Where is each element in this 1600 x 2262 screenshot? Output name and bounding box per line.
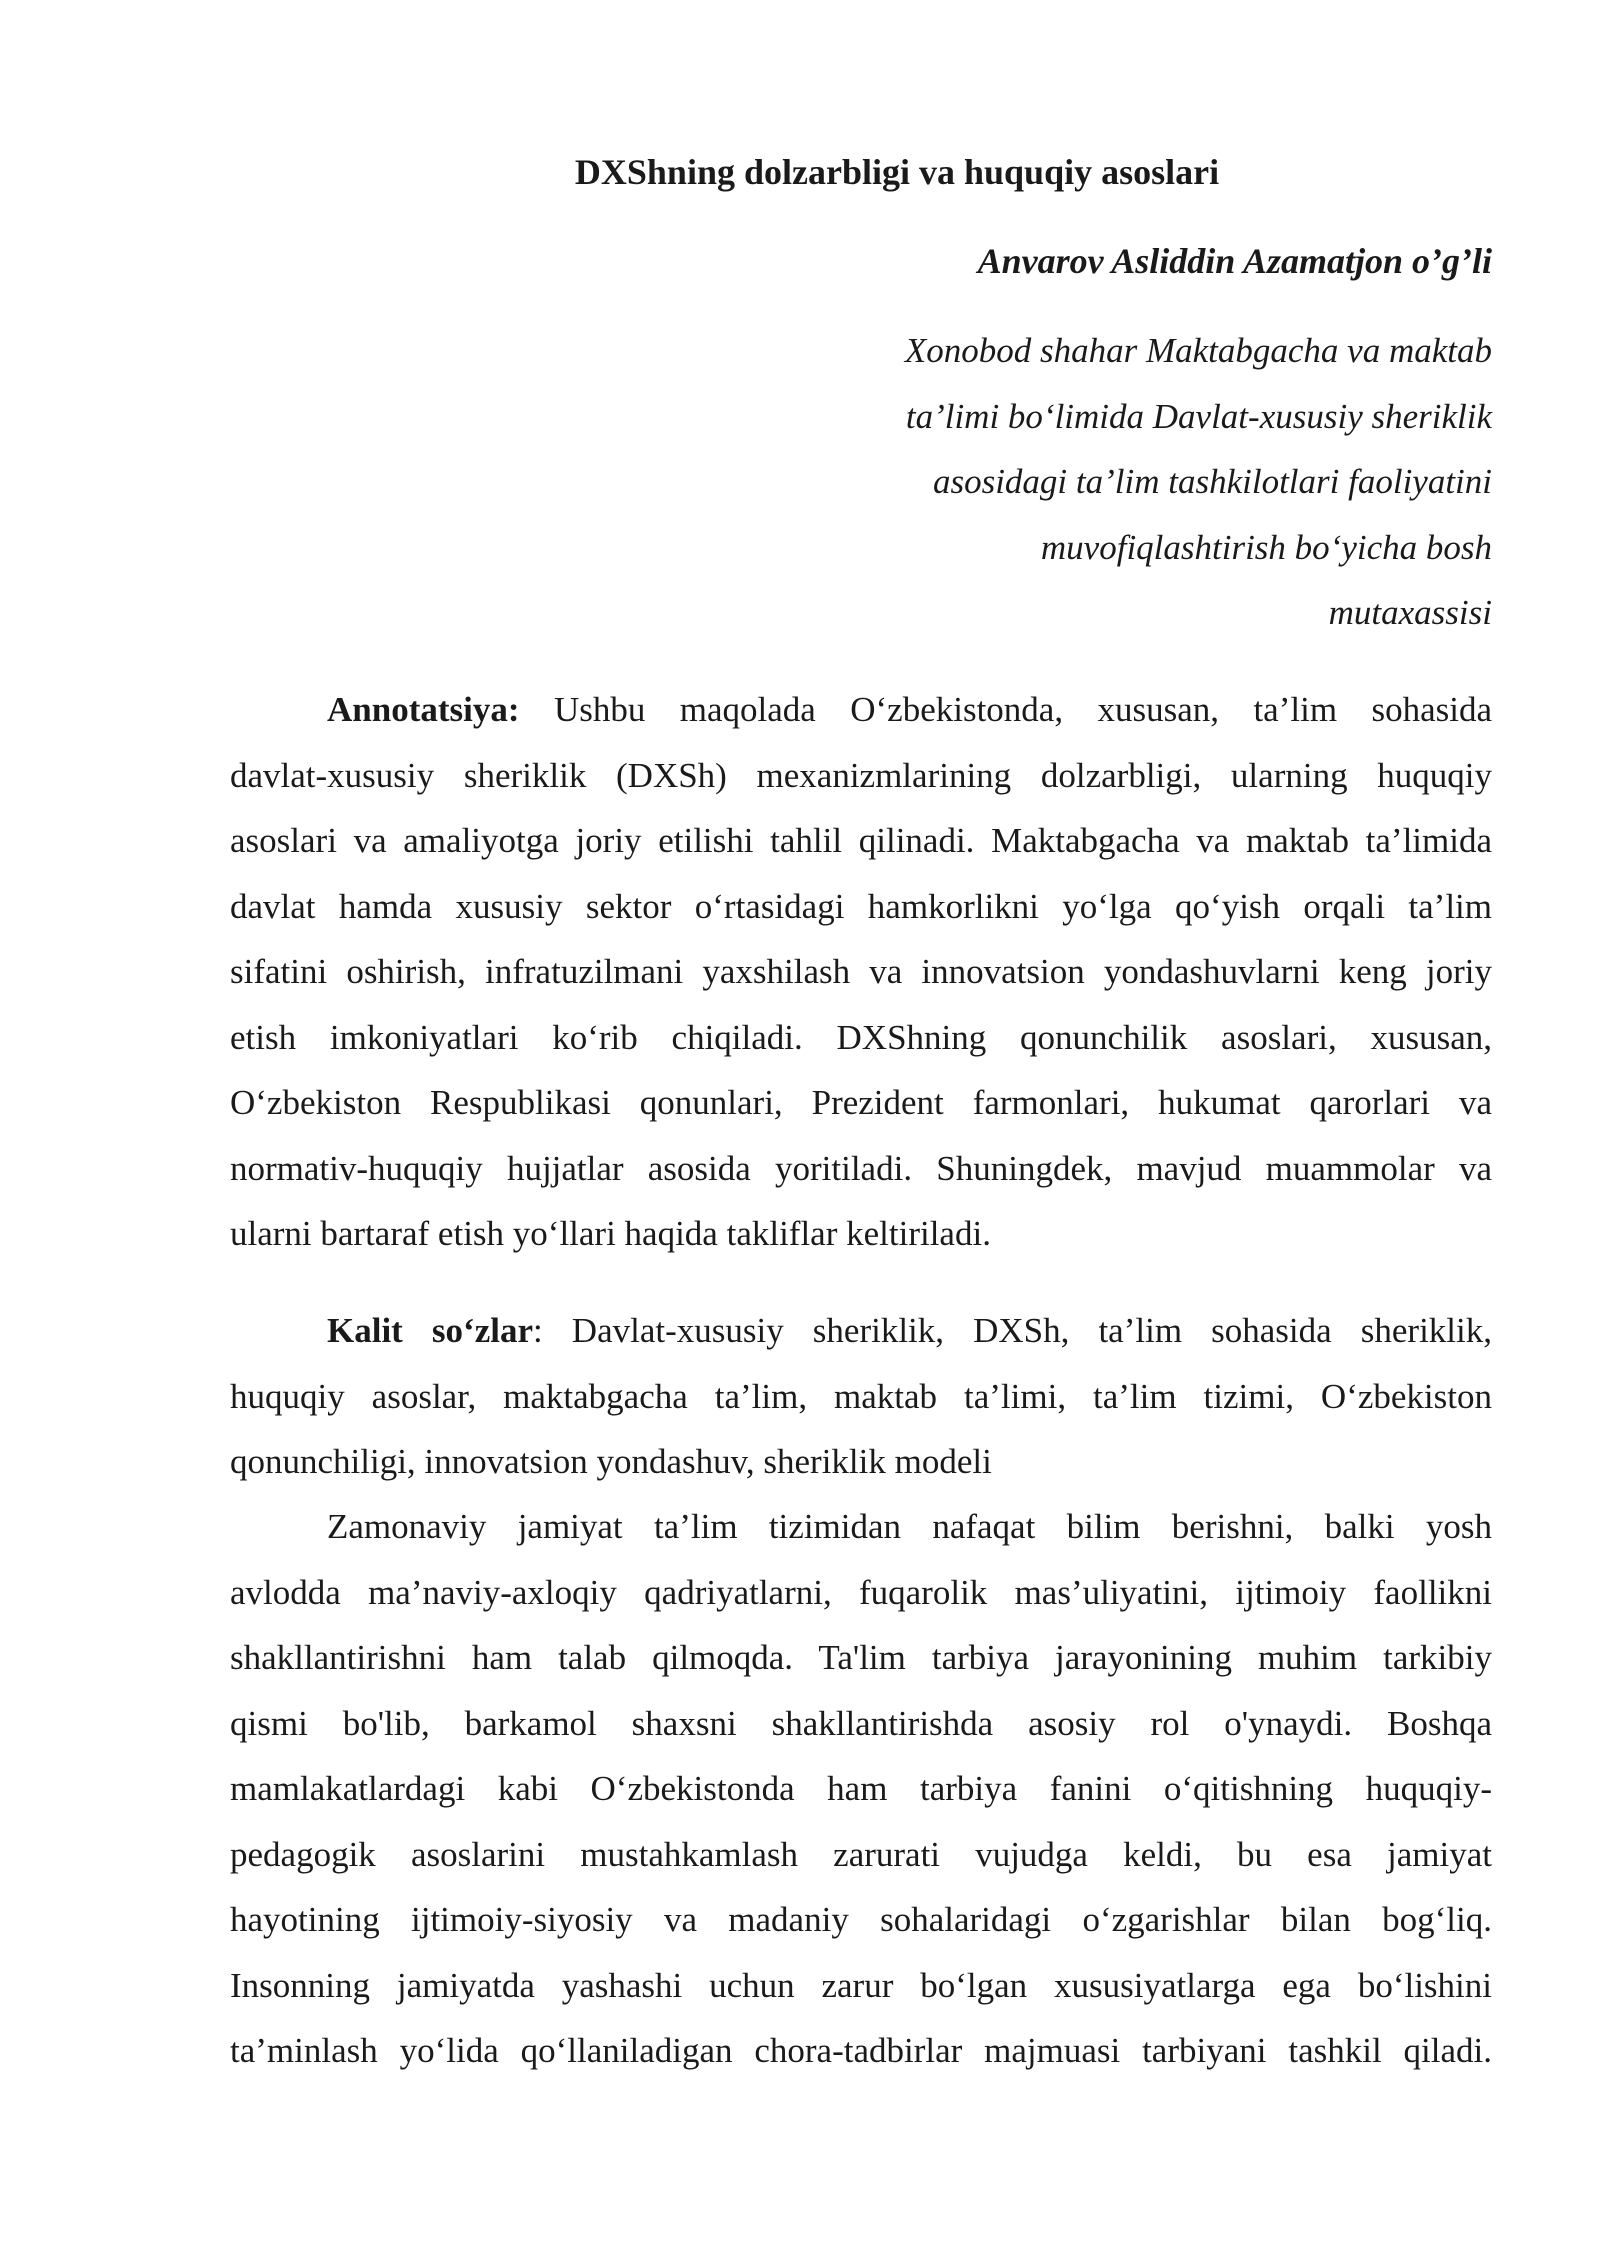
affiliation-line: ta’limi bo‘limida Davlat-xususiy sheriklik — [905, 396, 1492, 436]
keywords-label: Kalit so‘zlar — [327, 1311, 533, 1350]
annotation-line: davlat hamda xususiy sektor o‘rtasidagi hamkorlikni yo‘lga qo‘yish orqali ta’lim — [230, 886, 1492, 926]
body-line: pedagogik asoslarini mustahkamlash zarurati vujudga keldi, bu esa jamiyat — [230, 1834, 1492, 1874]
annotation-line: etish imkoniyatlari ko‘rib chiqiladi. DXShning qonunchilik asoslari, xususan, — [230, 1017, 1492, 1057]
annotation-line: davlat-xususiy sheriklik (DXSh) mexanizmlarining dolzarbligi, ularning huquqiy — [230, 755, 1492, 795]
body-line: mamlakatlardagi kabi O‘zbekistonda ham tarbiya fanini o‘qitishning huquqiy- — [230, 1769, 1492, 1808]
body-line: Zamonaviy jamiyat ta’lim tizimidan nafaqat bilim berishni, balki yosh — [327, 1507, 1492, 1546]
body-line: ta’minlash yo‘lida qo‘llaniladigan chora-tadbirlar majmuasi tarbiyani tashkil qiladi. — [230, 2031, 1492, 2070]
annotation-first-line — [230, 677, 1492, 743]
body-line: shakllantirishni ham talab qilmoqda. Ta'lim tarbiya jarayonining muhim tarkibiy — [230, 1638, 1492, 1677]
keywords-first-line-text: : Davlat-xususiy sheriklik, DXSh, ta’lim sohasida sheriklik, — [532, 1311, 1492, 1350]
body-paragraph — [230, 1494, 1492, 2084]
keywords-line: huquqiy asoslar, maktabgacha ta’lim, maktab ta’limi, ta’lim tizimi, O‘zbekiston — [230, 1376, 1492, 1416]
annotation-line: asoslari va amaliyotga joriy etilishi tahlil qilinadi. Maktabgacha va maktab ta’limida — [230, 821, 1492, 860]
annotation-line: normativ-huquqiy hujjatlar asosida yoritiladi. Shuningdek, mavjud muammolar va — [230, 1148, 1492, 1188]
annotation-paragraph — [230, 677, 1492, 1267]
affiliation-line: muvofiqlashtirish bo‘yicha bosh — [1040, 527, 1492, 567]
article-title: DXShning dolzarbligi va huquqiy asoslari — [574, 152, 1220, 192]
author-name: Anvarov Asliddin Azamatjon o’g’li — [977, 241, 1492, 281]
annotation-line: sifatini oshirish, infratuzilmani yaxshilash va innovatsion yondashuvlarni keng joriy — [230, 952, 1492, 991]
author-affiliation — [772, 318, 1492, 646]
body-line: qismi bo'lib, barkamol shaxsni shakllantirishda asosiy rol o'ynaydi. Boshqa — [230, 1703, 1492, 1743]
annotation-line: O‘zbekiston Respublikasi qonunlari, Prezident farmonlari, hukumat qarorlari va — [230, 1083, 1492, 1122]
body-line: Insonning jamiyatda yashashi uchun zarur bo‘lgan xususiyatlarga ega bo‘lishini — [230, 1965, 1492, 2005]
keywords-first-line — [230, 1298, 1492, 1364]
affiliation-line: Xonobod shahar Maktabgacha va maktab — [904, 331, 1492, 370]
annotation-first-line-text: Ushbu maqolada O‘zbekistonda, xususan, ta’lim sohasida — [519, 690, 1492, 729]
keywords-line: qonunchiligi, innovatsion yondashuv, sheriklik modeli — [230, 1442, 992, 1481]
keywords-paragraph — [230, 1298, 1492, 1495]
body-line: avlodda ma’naviy-axloqiy qadriyatlarni, fuqarolik mas’uliyatini, ijtimoiy faollikni — [230, 1572, 1492, 1612]
annotation-label: Annotatsiya: — [327, 690, 520, 729]
affiliation-line: asosidagi ta’lim tashkilotlari faoliyatini — [932, 462, 1492, 501]
affiliation-line: mutaxassisi — [1328, 593, 1492, 632]
annotation-line: ularni bartaraf etish yo‘llari haqida takliflar keltiriladi. — [230, 1214, 991, 1253]
body-line: hayotining ijtimoiy-siyosiy va madaniy sohalaridagi o‘zgarishlar bilan bog‘liq. — [230, 1900, 1492, 1939]
